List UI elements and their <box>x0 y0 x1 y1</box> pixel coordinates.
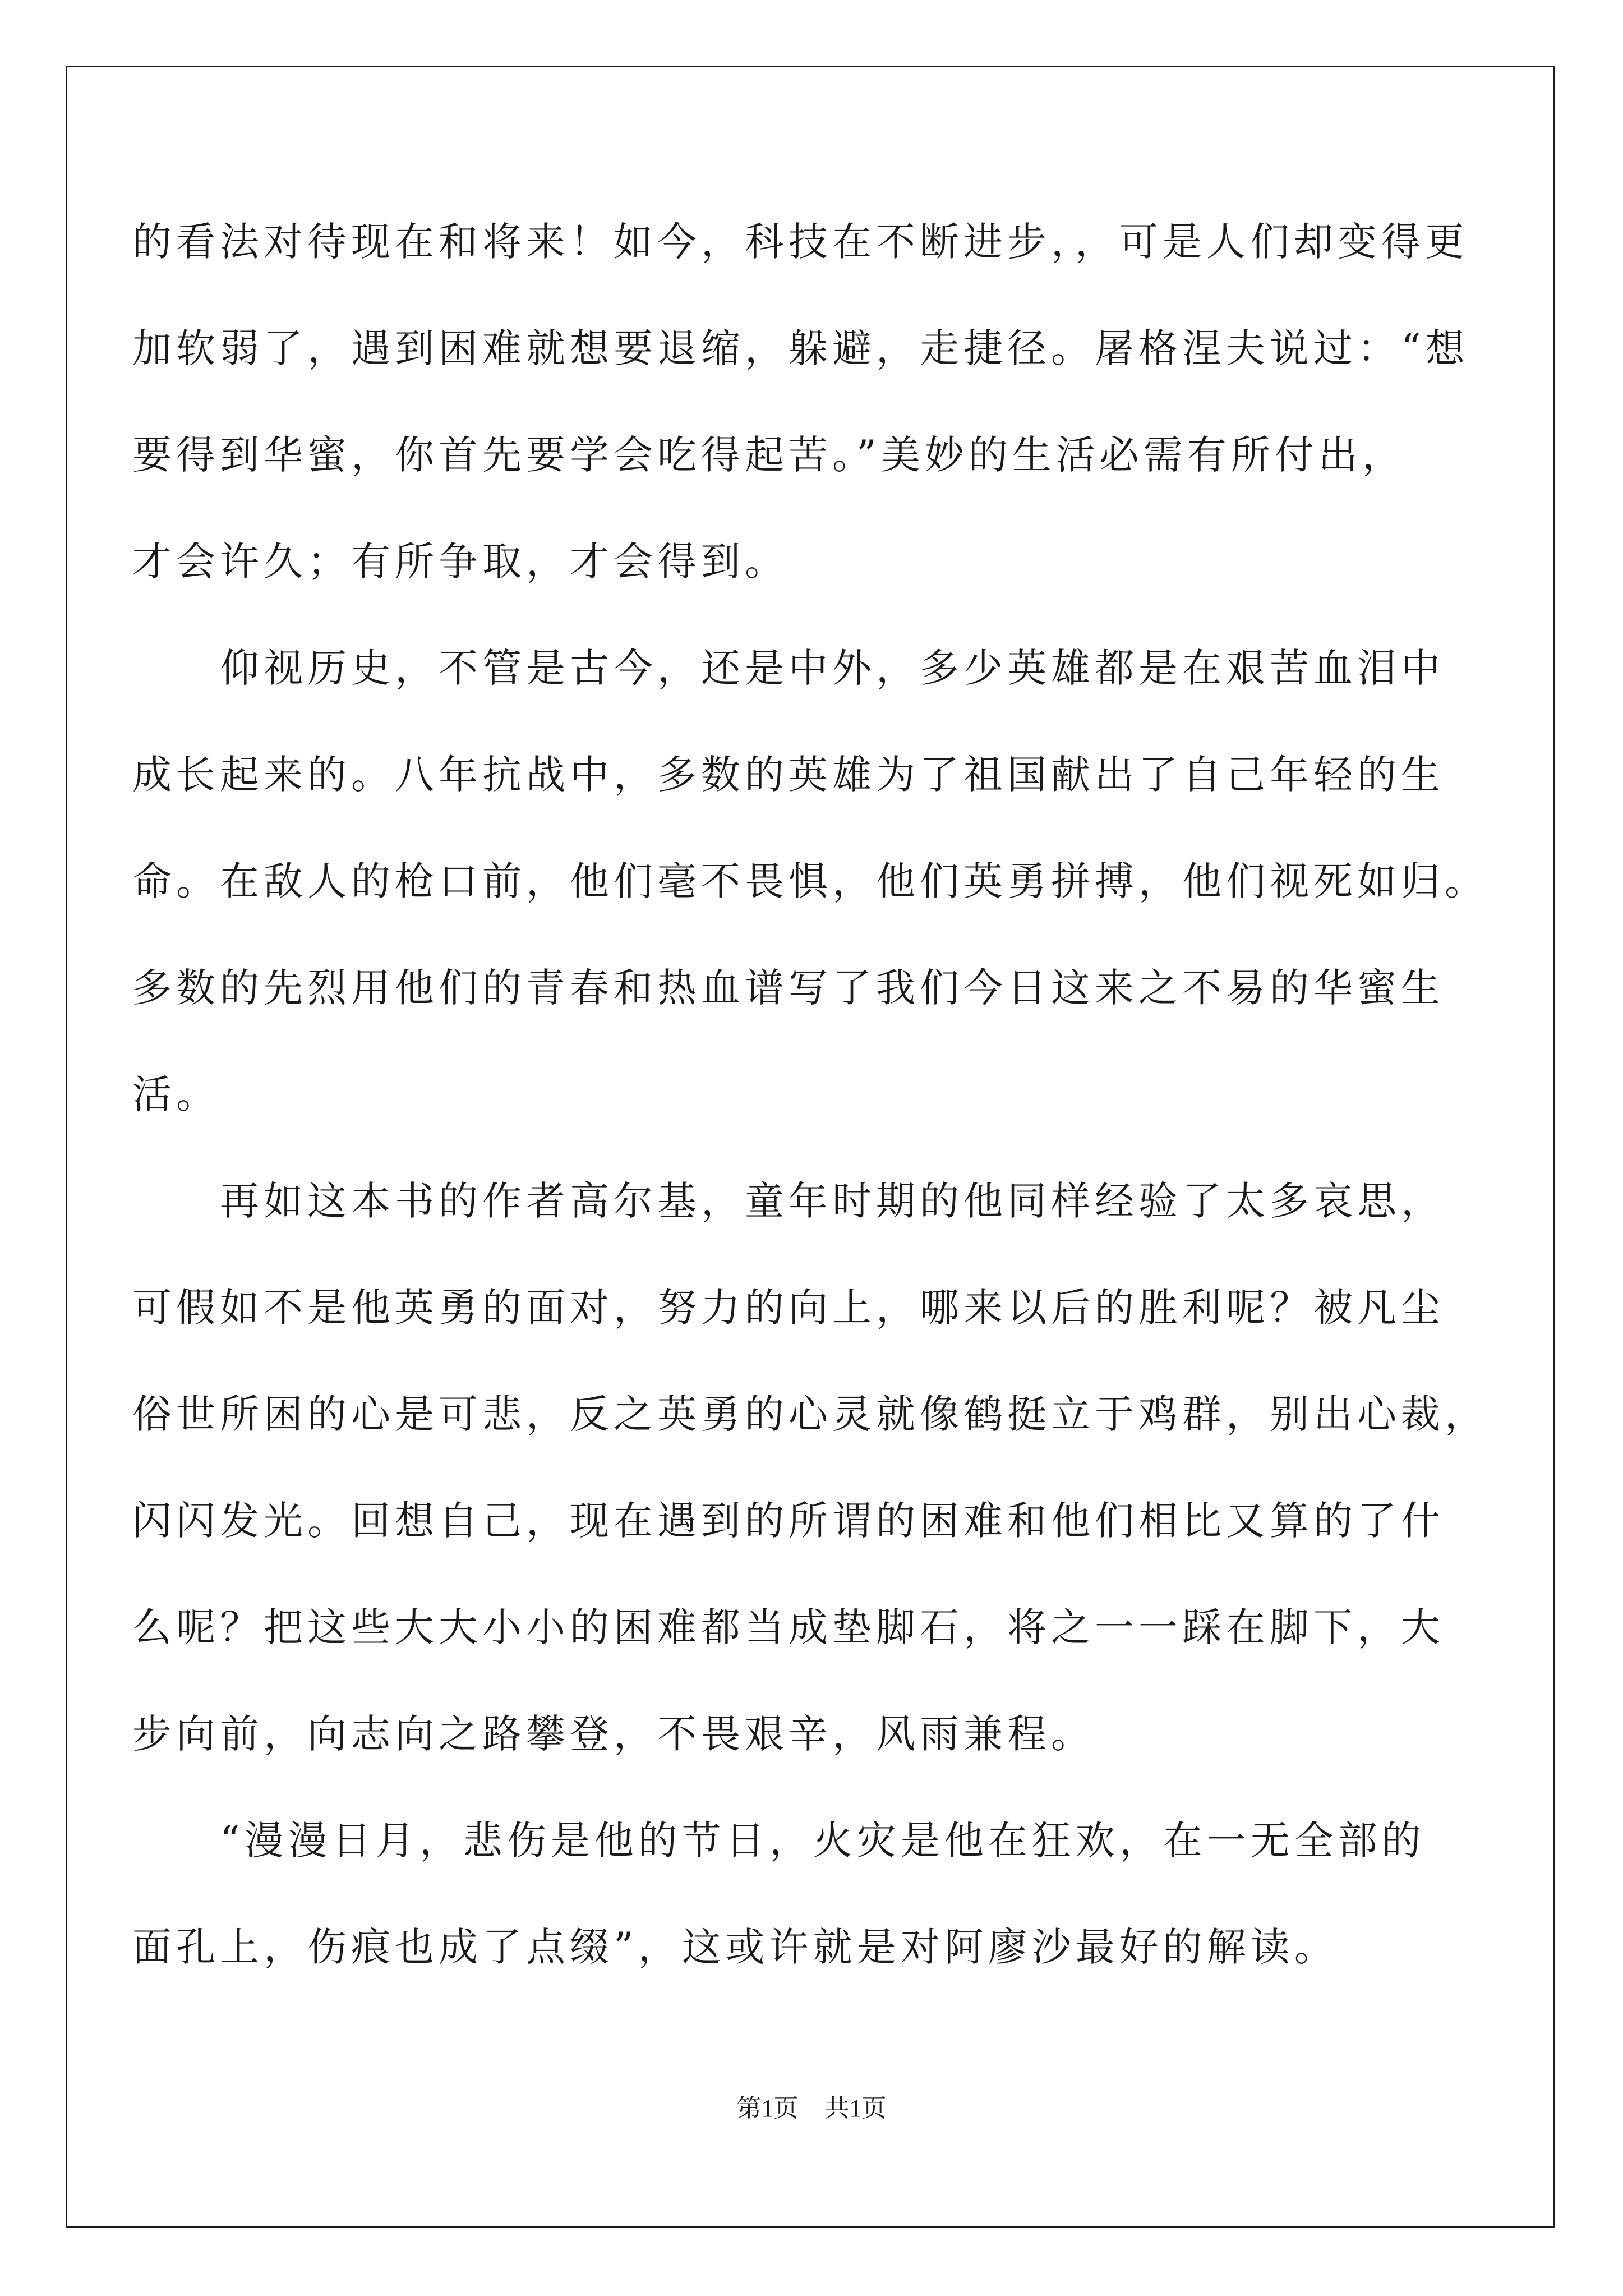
text-line: 成长起来的。八年抗战中，多数的英雄为了祖国献出了自己年轻的生 <box>132 752 1445 798</box>
text-line: 活。 <box>132 1071 220 1117</box>
text-line: 步向前，向志向之路攀登，不畏艰辛，风雨兼程。 <box>132 1711 1095 1757</box>
text-line: 多数的先烈用他们的青春和热血谱写了我们今日这来之不易的华蜜生 <box>132 965 1445 1011</box>
text-line: 再如这本书的作者高尔基，童年时期的他同样经验了太多哀思， <box>132 1178 1445 1224</box>
text-line: 才会许久；有所争取，才会得到。 <box>132 539 789 585</box>
text-line: 的看法对待现在和将来！如今，科技在不断进步，，可是人们却变得更 <box>132 219 1469 265</box>
page-footer <box>0 2088 1623 2124</box>
text-line: “漫漫日月，悲伤是他的节日，火灾是他在狂欢，在一无全部的 <box>132 1818 1426 1864</box>
text-line: 么呢？把这些大大小小的困难都当成垫脚石，将之一一踩在脚下，大 <box>132 1604 1445 1650</box>
page-total: 共1页 <box>824 2095 887 2122</box>
text-line: 俗世所困的心是可悲，反之英勇的心灵就像鹤挺立于鸡群，别出心裁， <box>132 1391 1488 1437</box>
text-line: 闪闪发光。回想自己，现在遇到的所谓的困难和他们相比又算的了什 <box>132 1498 1445 1544</box>
text-line: 面孔上，伤痕也成了点缀”，这或许就是对阿廖沙最好的解读。 <box>132 1924 1338 1970</box>
page-number: 第1页 <box>736 2095 799 2122</box>
text-line: 要得到华蜜，你首先要学会吃得起苦。”美妙的生活必需有所付出， <box>132 432 1406 478</box>
document-body <box>132 188 1488 2000</box>
text-line: 仰视历史，不管是古今，还是中外，多少英雄都是在艰苦血泪中 <box>132 645 1445 691</box>
text-line: 加软弱了，遇到困难就想要退缩，躲避，走捷径。屠格涅夫说过：“想 <box>132 325 1469 371</box>
text-line: 命。在敌人的枪口前，他们毫不畏惧，他们英勇拼搏，他们视死如归。 <box>132 858 1488 904</box>
text-line: 可假如不是他英勇的面对，努力的向上，哪来以后的胜利呢？被凡尘 <box>132 1285 1445 1331</box>
